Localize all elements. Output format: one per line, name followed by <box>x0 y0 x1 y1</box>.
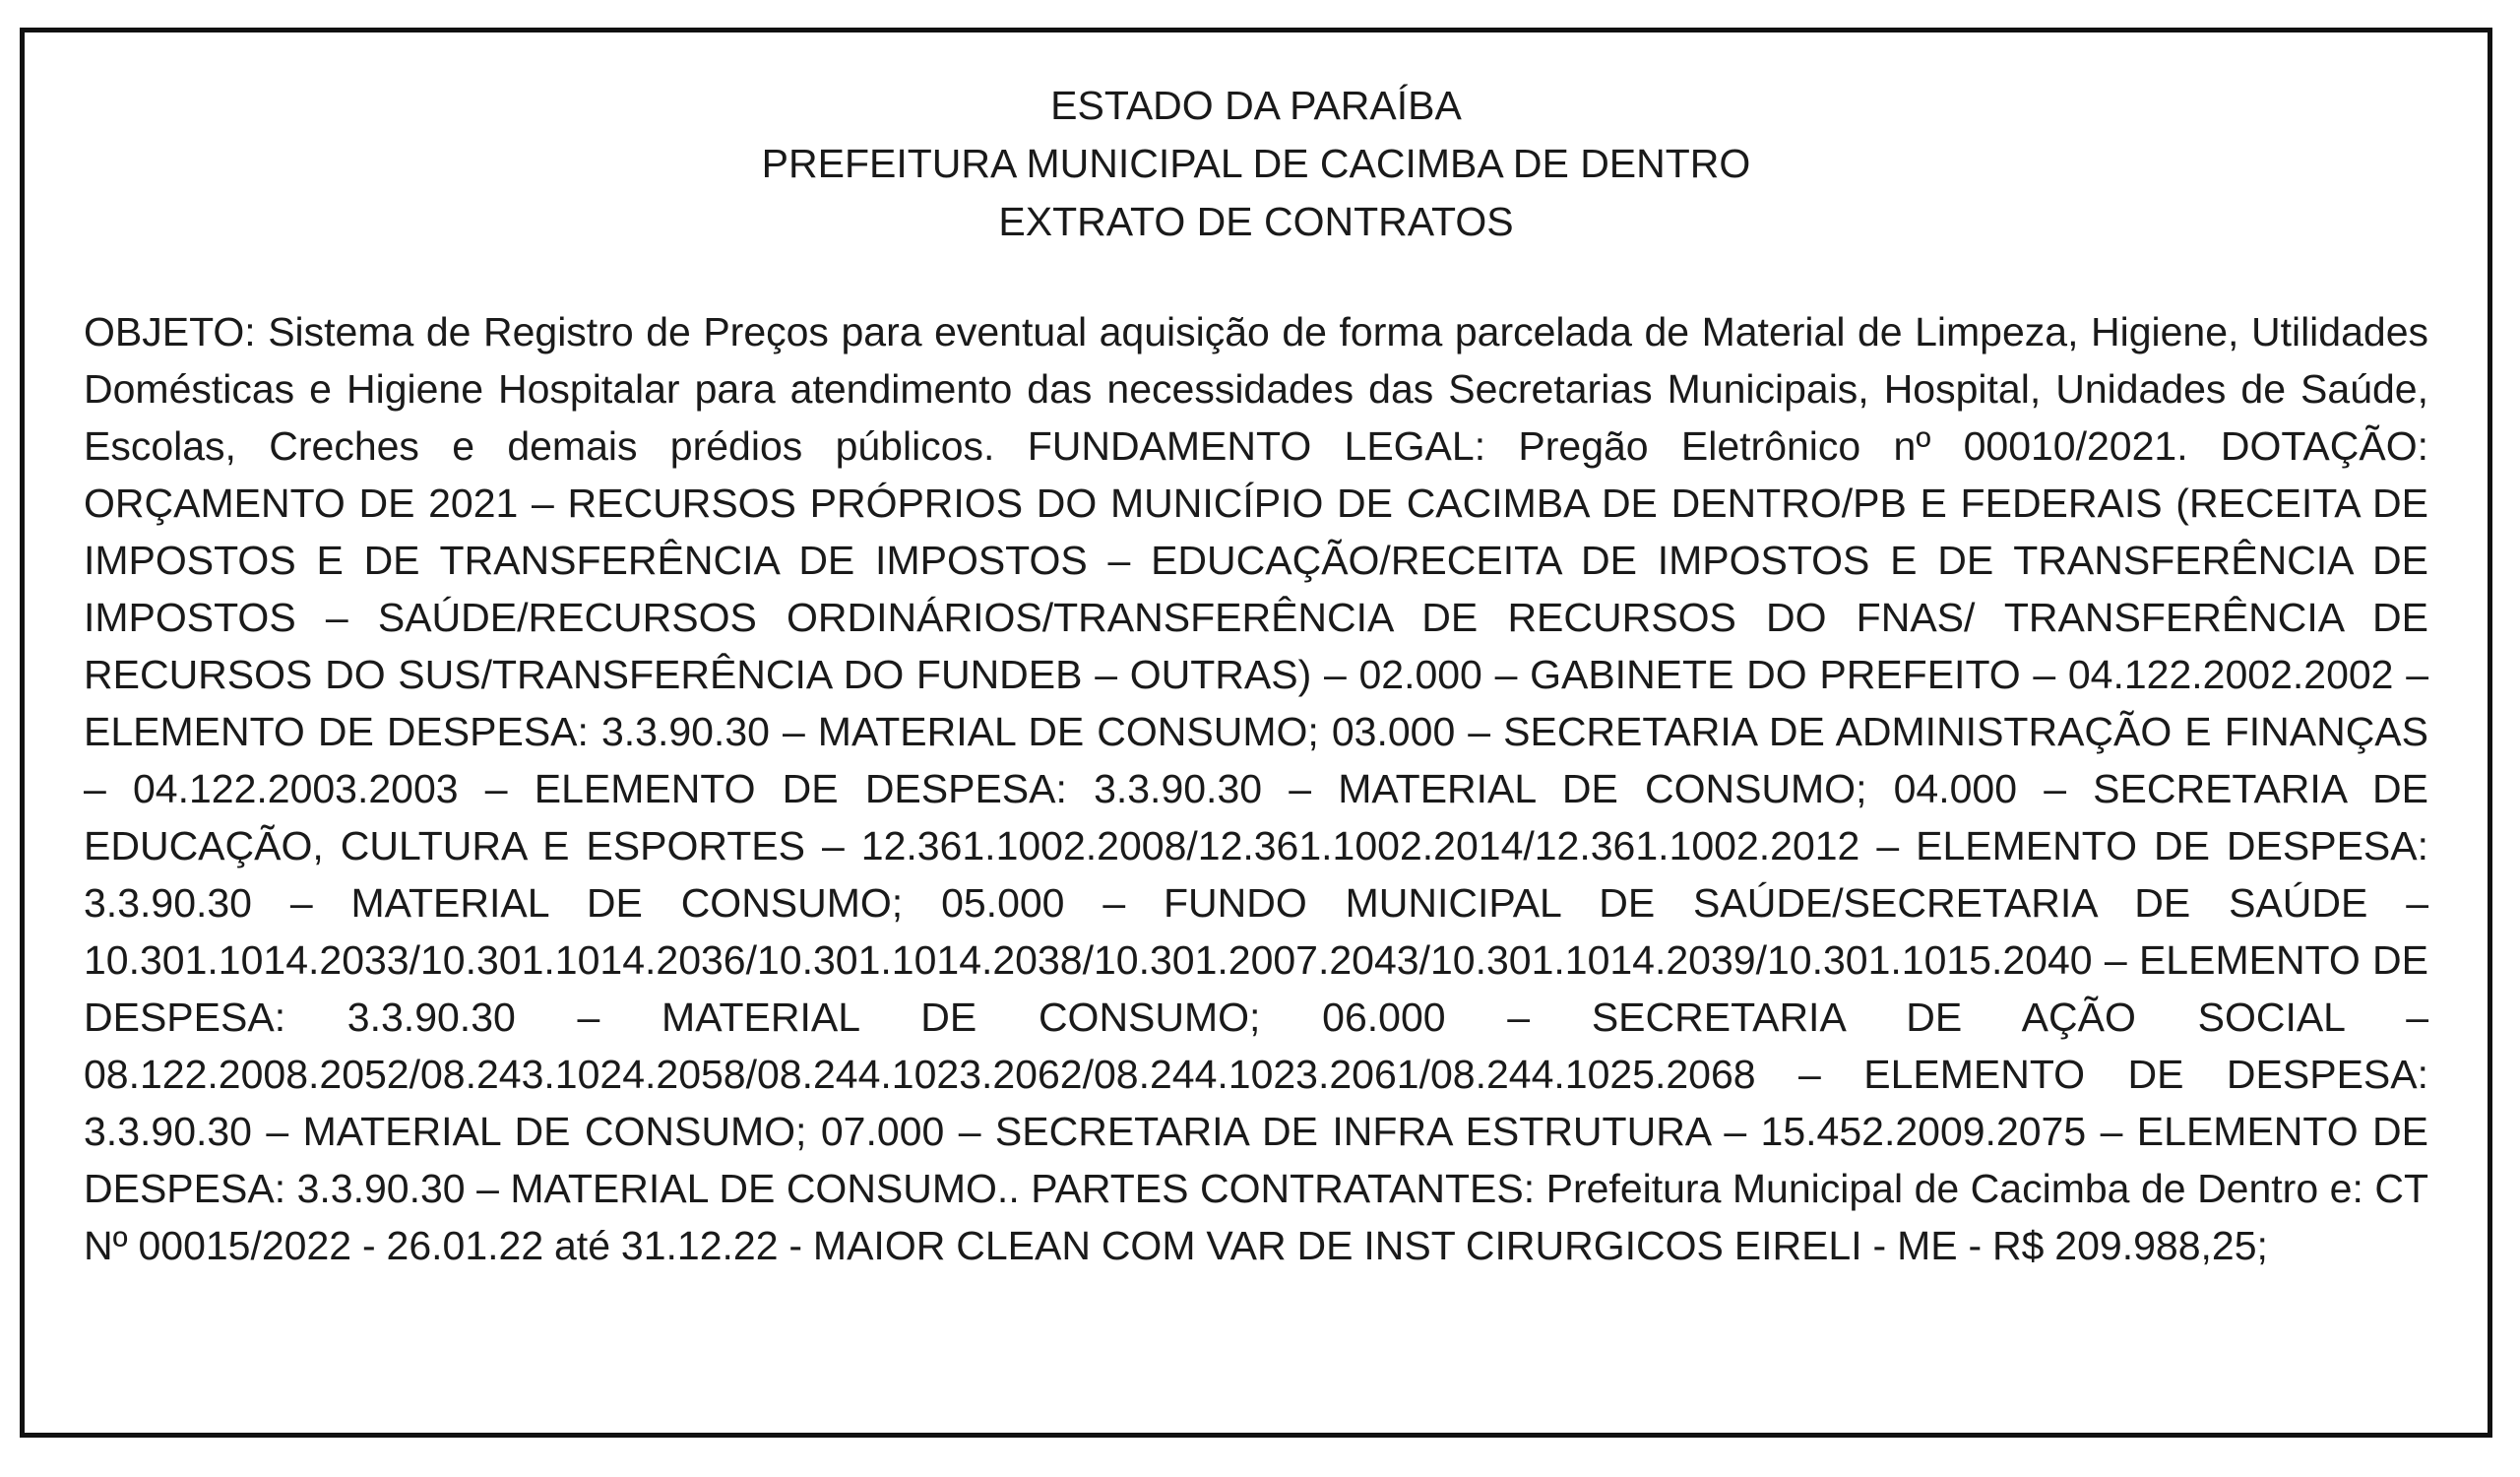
header-municipality: PREFEITURA MUNICIPAL DE CACIMBA DE DENTRO <box>761 141 1751 186</box>
header-state: ESTADO DA PARAÍBA <box>1050 83 1462 128</box>
header-title: EXTRATO DE CONTRATOS <box>998 199 1514 244</box>
document-frame <box>20 28 2492 1438</box>
document-header <box>25 77 2488 251</box>
contract-extract-body: OBJETO: Sistema de Registro de Preços para eventual aquisição de forma parcelada de Material de Limpeza, Higiene, Utilidades Domésticas e Higiene Hospitalar para atendimento das necessidades das Secretarias Municipais, Hospital, Unidades de Saúde, Escolas, Creches e demais prédios públicos. FUNDAMENTO LEGAL: Pregão Eletrônico nº 00010/2021. DOTAÇÃO: ORÇAMENTO DE 2021 – RECURSOS PRÓPRIOS DO MUNICÍPIO DE CACIMBA DE DENTRO/PB E FEDERAIS (RECEITA DE IMPOSTOS E DE TRANSFERÊNCIA DE IMPOSTOS – EDUCAÇÃO/RECEITA DE IMPOSTOS E DE TRANSFERÊNCIA DE IMPOSTOS – SAÚDE/RECURSOS ORDINÁRIOS/TRANSFERÊNCIA DE RECURSOS DO FNAS/ TRANSFERÊNCIA DE RECURSOS DO SUS/TRANSFERÊNCIA DO FUNDEB – OUTRAS) – 02.000 – GABINETE DO PREFEITO – 04.122.2002.2002 – ELEMENTO DE DESPESA: 3.3.90.30 – MATERIAL DE CONSUMO; 03.000 – SECRETARIA DE ADMINISTRAÇÃO E FINANÇAS – 04.122.2003.2003 – ELEMENTO DE DESPESA: 3.3.90.30 – MATERIAL DE CONSUMO; 04.000 – SECRETARIA DE EDUCAÇÃO, CULTURA E ESPORTES – 12.361.1002.2008/12.361.1002.2014/12.361.1002.2012 – ELEMENTO DE DESPESA: 3.3.90.30 – MATERIAL DE CONSUMO; 05.000 – FUNDO MUNICIPAL DE SAÚDE/SECRETARIA DE SAÚDE – 10.301.1014.2033/10.301.1014.2036/10.301.1014.2038/10.301.2007.2043/10.301.1014.2039/10.301.1015.2040 – ELEMENTO DE DESPESA: 3.3.90.30 – MATERIAL DE CONSUMO; 06.000 – SECRETARIA DE AÇÃO SOCIAL – 08.122.2008.2052/08.243.1024.2058/08.244.1023.2062/08.244.1023.2061/08.244.1025.2068 – ELEMENTO DE DESPESA: 3.3.90.30 – MATERIAL DE CONSUMO; 07.000 – SECRETARIA DE INFRA ESTRUTURA – 15.452.2009.2075 – ELEMENTO DE DESPESA: 3.3.90.30 – MATERIAL DE CONSUMO.. PARTES CONTRATANTES: Prefeitura Municipal de Cacimba de Dentro e: CT Nº 00015/2022 - 26.01.22 até 31.12.22 - MAIOR CLEAN COM VAR DE INST CIRURGICOS EIRELI - ME - R$ 209.988,25; <box>84 309 2428 1268</box>
